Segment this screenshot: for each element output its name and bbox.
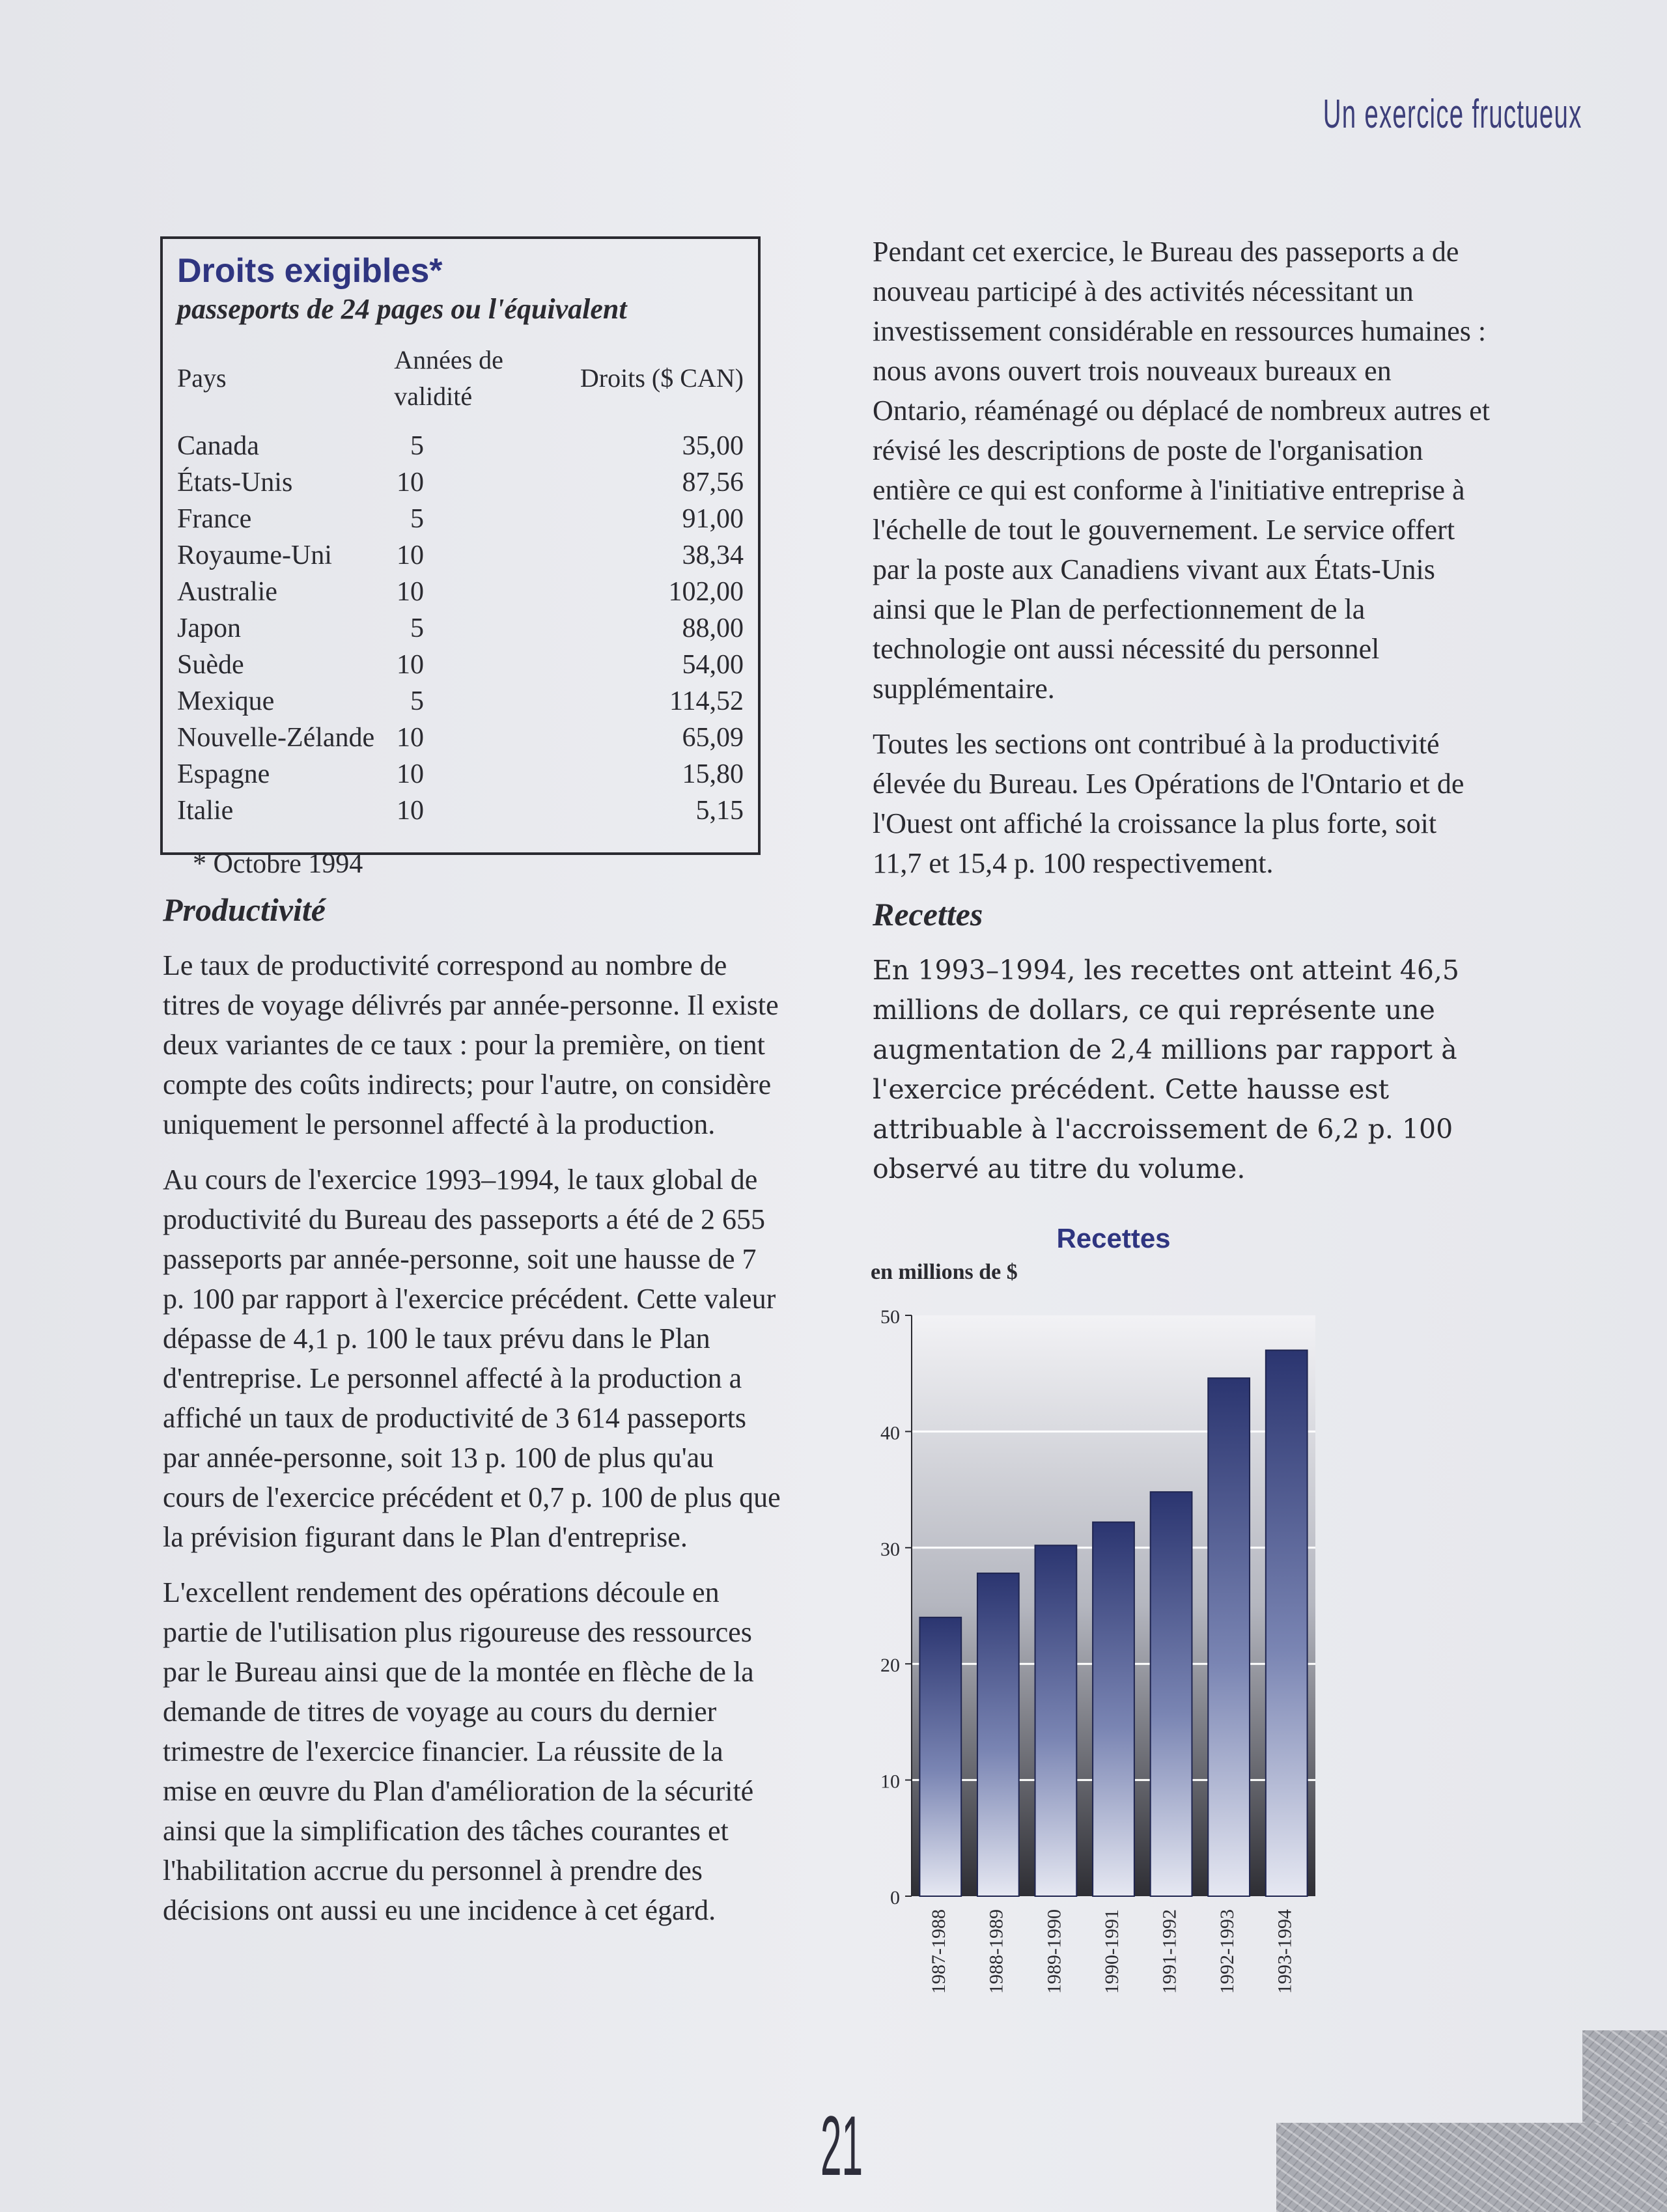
table-row xyxy=(177,792,744,829)
validity-cell: 10 xyxy=(396,468,424,497)
paragraph: En 1993–1994, les recettes ont atteint 46,5 millions de dollars, ce qui représente une augmentation de 2,4 millions par rapport à l'exercice précédent. Cette hausse est attribuable à l'accroissement de 6,2 p. 100 observé au titre du volume. xyxy=(873,955,1460,1184)
y-tick-label: 30 xyxy=(880,1538,900,1560)
country-cell: France xyxy=(177,504,252,534)
validity-cell: 10 xyxy=(396,796,424,826)
bar-1988-1989 xyxy=(977,1573,1019,1896)
x-tick-label: 1989-1990 xyxy=(1043,1909,1065,1994)
revenue-bar-chart xyxy=(860,1302,1341,2019)
header-country: Pays xyxy=(177,363,227,393)
fees-table xyxy=(177,342,744,829)
validity-cell: 5 xyxy=(410,686,424,716)
bar-1990-1991 xyxy=(1093,1522,1134,1896)
y-tick-label: 40 xyxy=(880,1422,900,1444)
country-cell: Royaume-Uni xyxy=(177,540,332,570)
table-row xyxy=(177,610,744,647)
country-cell: Espagne xyxy=(177,759,270,789)
fees-table-subtitle: passeports de 24 pages ou l'équivalent xyxy=(177,293,627,325)
paragraph: Au cours de l'exercice 1993–1994, le taux global de productivité du Bureau des passeports a été de 2 655 passeports par année-personne, soit une hausse de 7 p. 100 par rapport à l'exercice précédent. Cette valeur dépasse de 4,1 p. 100 le taux prévu dans le Plan d'entreprise. Le personnel affecté à la production a affiché un taux de productivité de 3 614 passeports par année-personne, soit 13 p. 100 de plus qu'au cours de l'exercice précédent et 0,7 p. 100 de plus que la prévision figurant dans le Plan d'entreprise. xyxy=(163,1164,781,1553)
page-number: 21 xyxy=(820,2098,863,2193)
fees-table-title: Droits exigibles* xyxy=(177,252,443,290)
fee-cell: 54,00 xyxy=(682,650,744,680)
bar-1987-1988 xyxy=(919,1617,961,1896)
bar-1993-1994 xyxy=(1266,1351,1308,1896)
country-cell: Australie xyxy=(177,577,277,607)
validity-cell: 10 xyxy=(396,540,424,570)
y-tick-label: 20 xyxy=(880,1655,900,1677)
table-row xyxy=(177,574,744,610)
x-tick-label: 1992-1993 xyxy=(1216,1909,1239,1994)
validity-cell: 10 xyxy=(396,759,424,789)
paragraph: Le taux de productivité correspond au nombre de titres de voyage délivrés par année-personne. Il existe deux variantes de ce taux : pour la première, on tient compte des coûts indirects; pour l'autre, on considère uniquement le personnel affecté à la production. xyxy=(163,949,779,1140)
heading-productivite: Productivité xyxy=(163,891,326,928)
table-row xyxy=(177,428,744,464)
paragraph: L'excellent rendement des opérations découle en partie de l'utilisation plus rigoureuse des ressources par le Bureau ainsi que de la montée en flèche de la demande de titres de voyage au cours du dernier trimestre de l'exercice financier. La réussite de la mise en œuvre du Plan d'amélioration de la sécurité ainsi que la simplification des tâches courantes et l'habilitation accrue du personnel à prendre des décisions ont aussi eu une incidence à cet égard. xyxy=(163,1576,754,1926)
heading-recettes: Recettes xyxy=(873,896,983,932)
table-row xyxy=(177,501,744,537)
table-row xyxy=(177,683,744,720)
x-tick-label: 1990-1991 xyxy=(1100,1909,1123,1994)
x-tick-label: 1991-1992 xyxy=(1158,1909,1181,1994)
country-cell: Nouvelle-Zélande xyxy=(177,723,375,753)
running-head: Un exercice fructueux xyxy=(1323,92,1582,137)
x-tick-label: 1993-1994 xyxy=(1274,1909,1296,1994)
table-row xyxy=(177,464,744,501)
table-row xyxy=(177,720,744,756)
validity-cell: 5 xyxy=(410,504,424,534)
validity-cell: 5 xyxy=(410,431,424,461)
left-column-text xyxy=(163,945,781,1946)
y-tick-label: 50 xyxy=(880,1306,900,1328)
table-row xyxy=(177,756,744,792)
chart-title: Recettes xyxy=(1056,1223,1171,1253)
bar-1989-1990 xyxy=(1035,1545,1077,1896)
fee-cell: 65,09 xyxy=(682,723,744,753)
validity-cell: 10 xyxy=(396,723,424,753)
header-validity: Années de validité xyxy=(394,345,503,411)
fee-cell: 35,00 xyxy=(682,431,744,461)
table-row xyxy=(177,647,744,683)
chart-y-unit: en millions de $ xyxy=(871,1260,1018,1284)
country-cell: Canada xyxy=(177,431,259,461)
bar-1992-1993 xyxy=(1208,1378,1250,1896)
country-cell: Suède xyxy=(177,650,244,680)
paragraph: Pendant cet exercice, le Bureau des passeports a de nouveau participé à des activités nécessitant un investissement considérable en ressources humaines : nous avons ouvert trois nouveaux bureaux en Ontario, réaménagé ou déplacé de nombreux autres et révisé les descriptions de poste de l'organisation entière ce qui est conforme à l'initiative entreprise à l'échelle de tout le gouvernement. Le service offert par la poste aux Canadiens vivant aux États-Unis ainsi que le Plan de perfectionnement de la technologie ont aussi nécessité du personnel supplémentaire. xyxy=(873,236,1491,705)
country-cell: Italie xyxy=(177,796,234,826)
paragraph: Toutes les sections ont contribué à la productivité élevée du Bureau. Les Opérations de l'Ontario et de l'Ouest ont affiché la croissance la plus forte, soit 11,7 et 15,4 p. 100 respectivement. xyxy=(873,728,1464,879)
header-fees: Droits ($ CAN) xyxy=(580,363,744,393)
y-tick-label: 0 xyxy=(890,1887,900,1909)
x-tick-label: 1987-1988 xyxy=(928,1909,950,1994)
fee-cell: 5,15 xyxy=(695,796,744,826)
fees-table-body xyxy=(177,428,744,829)
fee-cell: 88,00 xyxy=(682,613,744,643)
country-cell: Japon xyxy=(177,613,241,643)
fee-cell: 87,56 xyxy=(682,468,744,497)
x-tick-label: 1988-1989 xyxy=(985,1909,1007,1994)
validity-cell: 5 xyxy=(410,613,424,643)
fee-cell: 102,00 xyxy=(668,577,744,607)
fee-cell: 91,00 xyxy=(682,504,744,534)
fee-cell: 15,80 xyxy=(682,759,744,789)
fees-footnote: * Octobre 1994 xyxy=(193,849,363,879)
fee-cell: 114,52 xyxy=(669,686,744,716)
recettes-text xyxy=(873,951,1498,1205)
y-tick-label: 10 xyxy=(880,1771,900,1793)
fee-cell: 38,34 xyxy=(682,540,744,570)
country-cell: Mexique xyxy=(177,686,275,716)
right-column-text xyxy=(873,232,1491,899)
validity-cell: 10 xyxy=(396,650,424,680)
table-row xyxy=(177,537,744,574)
decorative-map-bottom xyxy=(1276,2123,1667,2212)
fees-table-header-row xyxy=(177,342,744,428)
country-cell: États-Unis xyxy=(177,468,293,497)
bar-1991-1992 xyxy=(1151,1492,1192,1896)
validity-cell: 10 xyxy=(396,577,424,607)
fees-table-box xyxy=(160,236,761,879)
